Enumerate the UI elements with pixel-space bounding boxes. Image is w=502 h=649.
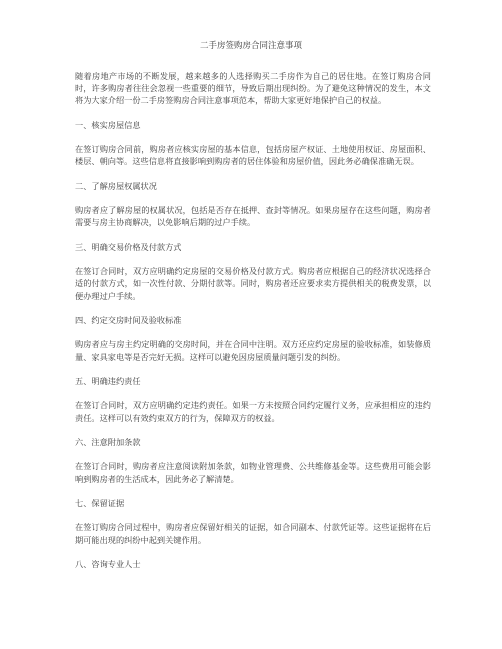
section-6 xyxy=(75,436,431,485)
section-heading: 八、咨询专业人士 xyxy=(75,558,141,569)
section-heading: 二、了解房屋权属状况 xyxy=(75,180,157,191)
section-heading: 一、核实房屋信息 xyxy=(75,119,141,130)
section-3 xyxy=(75,241,431,302)
section-7 xyxy=(75,497,431,546)
section-heading: 六、注意附加条款 xyxy=(75,436,141,447)
section-2 xyxy=(75,180,431,229)
section-5 xyxy=(75,375,431,424)
section-8 xyxy=(75,558,431,570)
section-heading: 五、明确违约责任 xyxy=(75,375,141,386)
section-body: 在签订合同时，双方应明确约定违约责任。如果一方未按照合同约定履行义务，应承担相应的违约责任。这样可以有效约束双方的行为，保障双方的权益。 xyxy=(75,400,431,423)
document-content xyxy=(75,70,431,582)
section-body: 在签订购房合同过程中，购房者应保留好相关的证据，如合同副本、付款凭证等。这些证据将在后期可能出现的纠纷中起到关键作用。 xyxy=(75,522,431,545)
section-heading: 四、约定交房时间及验收标准 xyxy=(75,314,182,325)
document-title: 二手房签购房合同注意事项 xyxy=(199,41,302,51)
section-body: 购房者应了解房屋的权属状况，包括是否存在抵押、查封等情况。如果房屋存在这些问题，购房者需要与房主协商解决，以免影响后期的过户手续。 xyxy=(75,205,431,228)
intro-paragraph: 随着房地产市场的不断发展，越来越多的人选择购买二手房作为自己的居住地。在签订购房合同时，许多购房者往往会忽视一些重要的细节，导致后期出现纠纷。为了避免这种情况的发生，本文将为大家介绍一份二手房签购房合同注意事项范本，帮助大家更好地保护自己的权益。 xyxy=(75,71,431,106)
section-body: 在签订合同时，购房者应注意阅读附加条款，如物业管理费、公共维修基金等。这些费用可能会影响到购房者的生活成本，因此务必了解清楚。 xyxy=(75,461,431,484)
section-body: 在签订合同时，双方应明确约定房屋的交易价格及付款方式。购房者应根据自己的经济状况选择合适的付款方式，如一次性付款、分期付款等。同时，购房者还应要求卖方提供相关的税费发票，以便办理过户手续。 xyxy=(75,266,431,301)
section-body: 购房者应与房主约定明确的交房时间，并在合同中注明。双方还应约定房屋的验收标准，如装修质量、家具家电等是否完好无损。这样可以避免因房屋质量问题引发的纠纷。 xyxy=(75,339,431,362)
section-4 xyxy=(75,314,431,363)
section-body: 在签订购房合同前，购房者应核实房屋的基本信息，包括房屋产权证、土地使用权证、房屋面积、楼层、朝向等。这些信息将直接影响到购房者的居住体验和房屋价值，因此务必确保准确无误。 xyxy=(75,144,431,167)
section-1 xyxy=(75,119,431,168)
section-heading: 七、保留证据 xyxy=(75,497,125,508)
section-heading: 三、明确交易价格及付款方式 xyxy=(75,241,182,252)
